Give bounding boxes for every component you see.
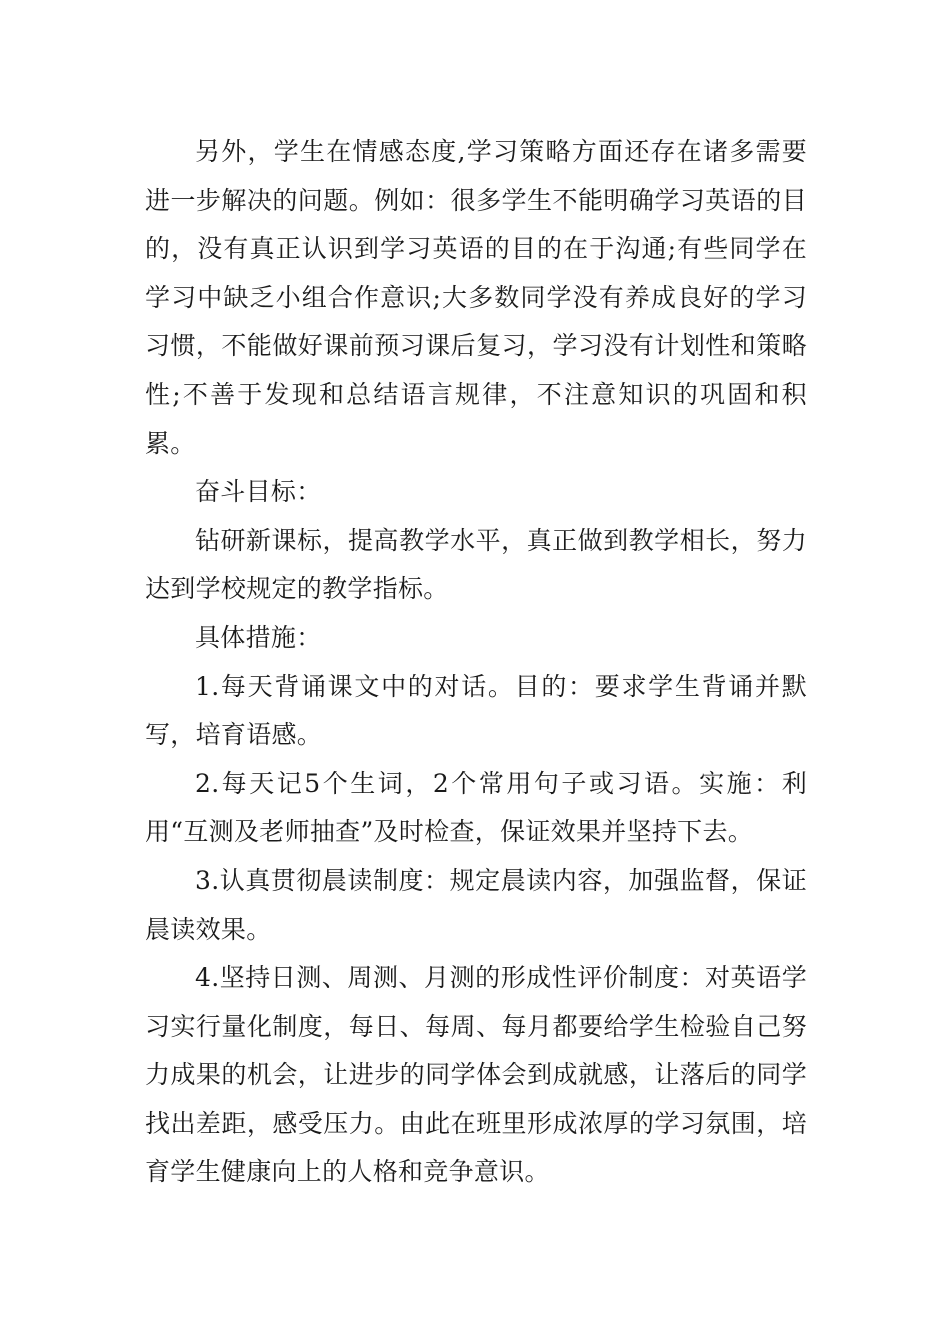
paragraph-learning-problems: 另外，学生在情感态度,学习策略方面还存在诸多需要进一步解决的问题。例如：很多学生不能明确学习英语的目的，没有真正认识到学习英语的目的在于沟通;有些同学在学习中缺乏小组合作意识;大多数同学没有养成良好的学习习惯，不能做好课前预习课后复习，学习没有计划性和策略性;不善于发现和总结语言规律，不注意知识的巩固和积累。	[145, 137, 807, 458]
measure-item-4: 4.坚持日测、周测、月测的形成性评价制度：对英语学习实行量化制度，每日、每周、每月都要给学生检验自己努力成果的机会，让进步的同学体会到成就感，让落后的同学找出差距，感受压力。由此在班里形成浓厚的学习氛围，培育学生健康向上的人格和竞争意识。	[145, 963, 807, 1187]
paragraph-goals: 钻研新课标，提高教学水平，真正做到教学相长，努力达到学校规定的教学指标。	[145, 525, 807, 604]
measure-item-3: 3.认真贯彻晨读制度：规定晨读内容，加强监督，保证晨读效果。	[145, 865, 807, 944]
document-body	[145, 128, 807, 1197]
measure-item-2: 2.每天记5个生词，2个常用句子或习语。实施：利用“互测及老师抽查”及时检查，保证效果并坚持下去。	[145, 768, 807, 847]
heading-goals: 奋斗目标：	[195, 477, 322, 507]
heading-measures: 具体措施：	[195, 622, 322, 652]
measure-item-1: 1.每天背诵课文中的对话。目的：要求学生背诵并默写，培育语感。	[145, 671, 807, 750]
